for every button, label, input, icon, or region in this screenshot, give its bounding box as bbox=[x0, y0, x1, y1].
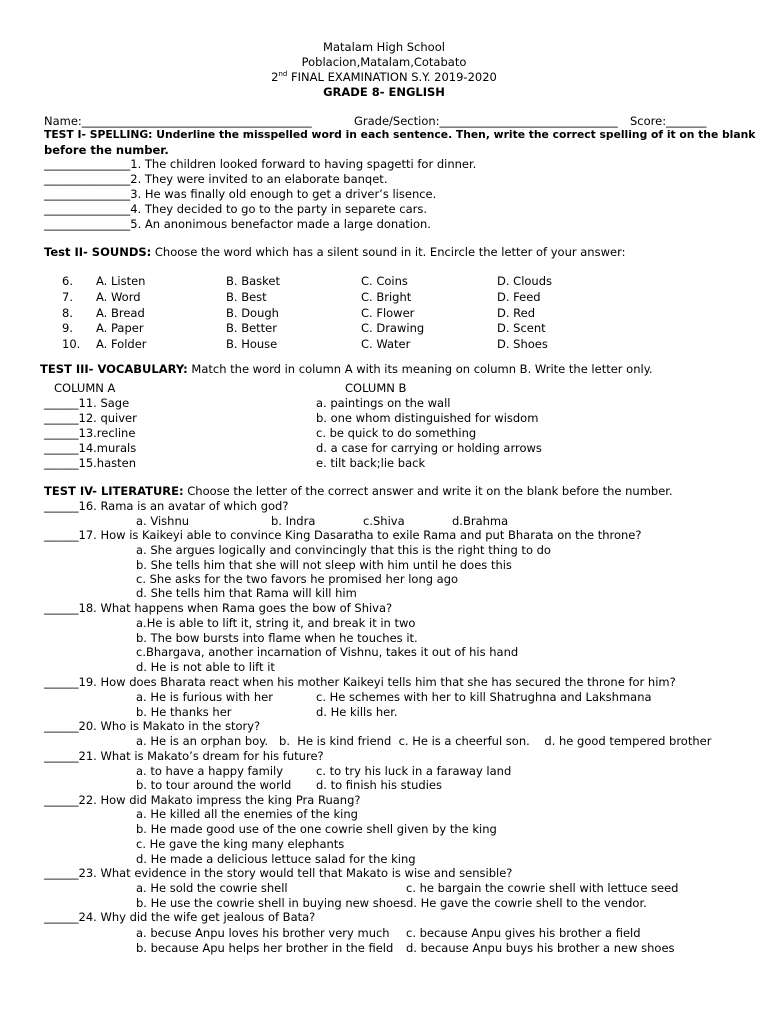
choice-c[interactable]: C. Drawing bbox=[361, 321, 425, 335]
question-21: ______21. What is Makato’s dream for his future? bbox=[44, 749, 324, 763]
choice-c[interactable]: C. Bright bbox=[361, 290, 412, 304]
option: c. He schemes with her to kill Shatrughna and Lakshmana bbox=[316, 690, 652, 704]
choice-a[interactable]: A. Word bbox=[96, 290, 141, 304]
choice-d[interactable]: D. Clouds bbox=[497, 274, 553, 288]
test4-title-bold: TEST IV- LITERATURE: bbox=[44, 484, 184, 498]
exam-title bbox=[0, 70, 768, 84]
option: a. to have a happy family bbox=[136, 764, 284, 778]
test4-title bbox=[44, 484, 673, 498]
grade-section-field[interactable]: Grade/Section:_______________________________ bbox=[354, 114, 618, 128]
option: a. becuse Anpu loves his brother very much bbox=[136, 926, 390, 940]
choice-b[interactable]: B. Dough bbox=[226, 306, 279, 320]
question-22: ______22. How did Makato impress the king Pra Ruang? bbox=[44, 793, 361, 807]
option: c. to try his luck in a faraway land bbox=[316, 764, 512, 778]
question-23: ______23. What evidence in the story would tell that Makato is wise and sensible? bbox=[44, 866, 513, 880]
option: d. He made a delicious lettuce salad for the king bbox=[136, 852, 416, 866]
item-number: 8. bbox=[62, 306, 73, 320]
option: c.Bhargava, another incarnation of Vishnu, takes it out of his hand bbox=[136, 645, 519, 659]
option: a. He sold the cowrie shell bbox=[136, 881, 288, 895]
option: b. She tells him that she will not sleep with him until he does this bbox=[136, 558, 512, 572]
exam-number-suffix: nd bbox=[278, 70, 288, 79]
option: b. He made good use of the one cowrie shell given by the king bbox=[136, 822, 497, 836]
choice-a[interactable]: A. Folder bbox=[96, 337, 147, 351]
question-17: ______17. How is Kaikeyi able to convince King Dasaratha to exile Rama and put Bharata on the throne? bbox=[44, 528, 642, 542]
column-b-item: a. paintings on the wall bbox=[316, 396, 451, 410]
choice-c[interactable]: C. Water bbox=[361, 337, 411, 351]
test2-title-bold: Test II- SOUNDS: bbox=[44, 245, 152, 259]
exam-title-rest: FINAL EXAMINATION S.Y. 2019-2020 bbox=[287, 70, 497, 84]
test1-item: _______________3. He was finally old enough to get a driver’s lisence. bbox=[44, 187, 437, 201]
question-18: ______18. What happens when Rama goes the bow of Shiva? bbox=[44, 601, 393, 615]
choice-b[interactable]: B. House bbox=[226, 337, 278, 351]
option: d. He kills her. bbox=[316, 705, 398, 719]
test1-title-cont: before the number. bbox=[44, 143, 169, 157]
option: a. He is furious with her bbox=[136, 690, 273, 704]
option: d.Brahma bbox=[452, 514, 509, 528]
school-address: Poblacion,Matalam,Cotabato bbox=[301, 55, 467, 69]
choice-b[interactable]: B. Basket bbox=[226, 274, 280, 288]
option: a. Vishnu bbox=[136, 514, 190, 528]
column-a-item: ______15.hasten bbox=[44, 456, 136, 470]
item-number: 9. bbox=[62, 321, 73, 335]
option: d. He is not able to lift it bbox=[136, 660, 275, 674]
item-number: 6. bbox=[62, 274, 73, 288]
option: b. The bow bursts into flame when he touches it. bbox=[136, 631, 418, 645]
choice-d[interactable]: D. Feed bbox=[497, 290, 541, 304]
option: a. She argues logically and convincingly that this is the right thing to do bbox=[136, 543, 551, 557]
option: a. He is an orphan boy. b. He is kind friend c. He is a cheerful son. d. he good tempered brother bbox=[136, 734, 712, 748]
option: d. He gave the cowrie shell to the vendor. bbox=[406, 896, 647, 910]
choice-d[interactable]: D. Red bbox=[497, 306, 536, 320]
test3-title-rest: Match the word in column A with its meaning on column B. Write the letter only. bbox=[187, 362, 653, 376]
grade-title: GRADE 8- ENGLISH bbox=[323, 85, 445, 99]
test1-item: _______________4. They decided to go to the party in separete cars. bbox=[44, 202, 428, 216]
test1-item: _______________2. They were invited to an elaborate banqet. bbox=[44, 172, 388, 186]
question-19: ______19. How does Bharata react when his mother Kaikeyi tells him that she has secured the throne for him? bbox=[44, 675, 676, 689]
test2-title bbox=[44, 245, 625, 259]
option: a.He is able to lift it, string it, and break it in two bbox=[136, 616, 416, 630]
column-b-item: e. tilt back;lie back bbox=[316, 456, 426, 470]
choice-d[interactable]: D. Scent bbox=[497, 321, 546, 335]
choice-c[interactable]: C. Coins bbox=[361, 274, 408, 288]
option: d. to finish his studies bbox=[316, 778, 442, 792]
name-field[interactable]: Name:________________________________________ bbox=[44, 114, 312, 128]
exam-number: 2 bbox=[271, 70, 279, 84]
option: d. because Anpu buys his brother a new shoes bbox=[406, 941, 675, 955]
column-a-item: ______12. quiver bbox=[44, 411, 137, 425]
column-a-heading: COLUMN A bbox=[54, 381, 116, 395]
column-b-item: b. one whom distinguished for wisdom bbox=[316, 411, 539, 425]
option: c.Shiva bbox=[363, 514, 405, 528]
test1-item: _______________1. The children looked forward to having spagetti for dinner. bbox=[44, 157, 477, 171]
option: b. He use the cowrie shell in buying new shoes bbox=[136, 896, 407, 910]
test1-title: TEST I- SPELLING: Underline the misspelled word in each sentence. Then, write the correct spelling of it on the blank bbox=[44, 128, 756, 141]
test2-title-rest: Choose the word which has a silent sound in it. Encircle the letter of your answer: bbox=[151, 245, 626, 259]
test3-title-bold: TEST III- VOCABULARY: bbox=[40, 362, 188, 376]
option: b. He thanks her bbox=[136, 705, 232, 719]
item-number: 7. bbox=[62, 290, 73, 304]
column-a-item: ______11. Sage bbox=[44, 396, 130, 410]
column-a-item: ______14.murals bbox=[44, 441, 137, 455]
option: d. She tells him that Rama will kill him bbox=[136, 586, 357, 600]
test3-title bbox=[40, 362, 653, 376]
option: c. She asks for the two favors he promised her long ago bbox=[136, 572, 459, 586]
question-16: ______16. Rama is an avatar of which god? bbox=[44, 499, 289, 513]
choice-a[interactable]: A. Bread bbox=[96, 306, 145, 320]
option: c. because Anpu gives his brother a field bbox=[406, 926, 641, 940]
score-field[interactable]: Score:_______ bbox=[630, 114, 707, 128]
column-b-heading: COLUMN B bbox=[345, 381, 407, 395]
choice-a[interactable]: A. Paper bbox=[96, 321, 144, 335]
choice-c[interactable]: C. Flower bbox=[361, 306, 415, 320]
option: b. to tour around the world bbox=[136, 778, 292, 792]
option: c. he bargain the cowrie shell with lettuce seed bbox=[406, 881, 679, 895]
question-20: ______20. Who is Makato in the story? bbox=[44, 719, 261, 733]
item-number: 10. bbox=[62, 337, 81, 351]
option: c. He gave the king many elephants bbox=[136, 837, 345, 851]
option: a. He killed all the enemies of the king bbox=[136, 807, 358, 821]
column-a-item: ______13.recline bbox=[44, 426, 136, 440]
choice-b[interactable]: B. Better bbox=[226, 321, 277, 335]
question-24: ______24. Why did the wife get jealous of Bata? bbox=[44, 910, 316, 924]
option: b. Indra bbox=[271, 514, 316, 528]
choice-d[interactable]: D. Shoes bbox=[497, 337, 548, 351]
choice-b[interactable]: B. Best bbox=[226, 290, 267, 304]
test4-title-rest: Choose the letter of the correct answer and write it on the blank before the number. bbox=[183, 484, 673, 498]
school-name: Matalam High School bbox=[323, 40, 445, 54]
column-b-item: c. be quick to do something bbox=[316, 426, 477, 440]
column-b-item: d. a case for carrying or holding arrows bbox=[316, 441, 542, 455]
choice-a[interactable]: A. Listen bbox=[96, 274, 146, 288]
option: b. because Apu helps her brother in the field bbox=[136, 941, 394, 955]
test1-item: _______________5. An anonimous benefactor made a large donation. bbox=[44, 217, 431, 231]
